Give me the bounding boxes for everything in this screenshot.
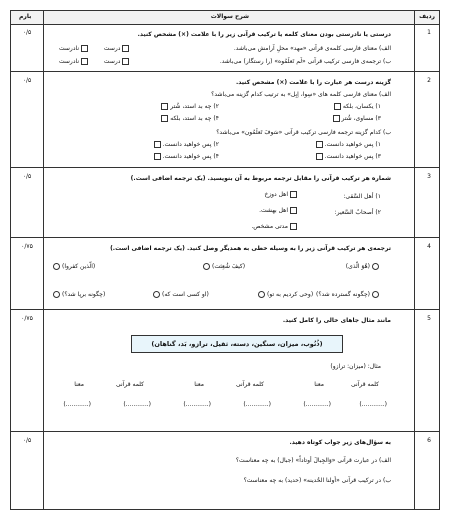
row-divider — [11, 237, 439, 238]
blank-field[interactable]: (............) — [243, 401, 271, 408]
match-item[interactable]: (او کسی است که) — [151, 291, 209, 299]
question-item: ب) کدام گزینه ترجمه فارسی ترکیب قرآنی «سَوفَ تَعلَمُون» می‌باشد؟ — [216, 129, 391, 136]
question-prompt: گزینه درست هر عبارت را با علامت (×) مشخص کنید. — [235, 79, 391, 86]
column-label: کلمه قرآنی — [116, 381, 144, 388]
column-label: معنا — [314, 381, 324, 388]
question-item: الف) معنای فارسی کلمه‌ی قرآنی «مهد» محلِ آرامش می‌باشد. — [233, 45, 391, 52]
question-score: ۰/۷۵ — [21, 243, 33, 250]
question-number: 2 — [427, 77, 431, 84]
checkbox[interactable] — [122, 45, 129, 52]
question-item: ب) در ترکیب قرآنی «أولنا الحُدینه» (حدید) به چه معناست؟ — [243, 477, 391, 484]
answer-option[interactable]: مدتی مشخص. — [251, 223, 299, 231]
question-number: 1 — [427, 29, 431, 36]
match-item[interactable]: (الّذین کفروا) — [51, 263, 95, 271]
question-item: ب) ترجمه‌ی فارسی ترکیب قرآنی «لَم تَعلَمُوه» (را رستگار) می‌باشد. — [219, 58, 391, 65]
blank-field[interactable]: (............) — [303, 401, 331, 408]
match-item[interactable]: (چگونه برپا شد؟) — [51, 291, 105, 299]
column-label: معنا — [194, 381, 204, 388]
word-bank: (ذُنُوب، میزان، سنگین، دسته، ثقیل، ترازو، بَد، گناهان) — [131, 335, 343, 353]
list-item: ۲) أصحابُ السَّعیر: — [334, 209, 381, 216]
answer-option[interactable]: اهل دوزخ — [264, 191, 299, 199]
column-divider — [414, 11, 415, 509]
question-score: ۰/۵ — [22, 173, 32, 180]
question-item: الف) معنای فارسی کلمه های «سِوا، اِبِل» به ترتیب کدام گزینه می‌باشد؟ — [211, 91, 391, 98]
header-score: بارم — [19, 13, 32, 20]
question-prompt: درستی یا نادرستی بودن معنای کلمه یا ترکیب قرآنی زیر را با علامت (×) مشخص کنید. — [137, 31, 391, 38]
table-header — [11, 11, 439, 25]
option[interactable]: ۱) پس خواهید دانست. — [314, 141, 381, 149]
option[interactable]: ۴) چه بد استد، بلکه — [159, 115, 219, 123]
question-number: 6 — [427, 437, 431, 444]
header-number: ردیف — [419, 13, 435, 20]
checkbox[interactable] — [122, 58, 129, 65]
column-label: کلمه قرآنی — [351, 381, 379, 388]
blank-field[interactable]: (............) — [63, 401, 91, 408]
question-score: ۰/۵ — [22, 437, 32, 444]
question-number: 5 — [427, 315, 431, 322]
column-divider — [43, 11, 44, 509]
question-score: ۰/۵ — [22, 77, 32, 84]
list-item: ۱) أهل السَّقی: — [343, 193, 381, 200]
option[interactable]: ۴) پس خواهید دانست. — [152, 153, 219, 161]
row-divider — [11, 309, 439, 310]
blank-field[interactable]: (............) — [359, 401, 387, 408]
answer-option[interactable]: اهل بهشت. — [259, 207, 299, 215]
question-item: الف) در عبارت قرآنی «وَالجِبالَ أوتاداً» (جبال) به چه معناست؟ — [235, 457, 391, 464]
column-label: کلمه قرآنی — [236, 381, 264, 388]
match-item[interactable]: (چگونه گسترده شد؟) — [316, 291, 381, 299]
column-label: معنا — [74, 381, 84, 388]
row-divider — [11, 431, 439, 432]
question-prompt: شماره هر ترکیب قرآنی را مقابل ترجمه مربوط به آن بنویسید. (یک ترجمه اضافی است.) — [130, 175, 391, 182]
option[interactable]: ۳) پس خواهید دانست. — [314, 153, 381, 161]
question-score: ۰/۵ — [22, 29, 32, 36]
option[interactable]: ۲) پس خواهید دانست. — [152, 141, 219, 149]
row-divider — [11, 167, 439, 168]
match-item[interactable]: (کیفَ شُعِثت) — [201, 263, 245, 271]
match-item[interactable]: (وحی کردیم به تو) — [256, 291, 313, 299]
option[interactable]: ۲) چه بد استد، شُتر — [159, 103, 219, 111]
true-false-options: درست نادرست — [59, 45, 131, 53]
option[interactable]: ۱) یکسان، بلکه — [332, 103, 381, 111]
question-number: 3 — [427, 173, 431, 180]
blank-field[interactable]: (............) — [183, 401, 211, 408]
question-prompt: مانند مثال جاهای خالی را کامل کنید. — [282, 317, 391, 324]
example: مثال: (میزان: ترازو) — [330, 363, 381, 370]
header-questions: شرح سوالات — [210, 13, 249, 20]
question-number: 4 — [427, 243, 431, 250]
option[interactable]: ۳) مساوی، شُتر — [331, 115, 381, 123]
question-prompt: ترجمه‌ی هر ترکیب قرآنی زیر را به وسیله خطی به همدیگر وصل کنید. (یک ترجمه اضافی است.) — [110, 245, 391, 252]
question-prompt: به سؤال‌های زیر جواب کوتاه دهید. — [289, 439, 391, 446]
exam-sheet — [10, 10, 440, 510]
question-score: ۰/۷۵ — [21, 315, 33, 322]
checkbox[interactable] — [81, 45, 88, 52]
blank-field[interactable]: (............) — [123, 401, 151, 408]
true-false-options: درست نادرست — [59, 58, 131, 66]
row-divider — [11, 71, 439, 72]
match-item[interactable]: (هُوَ الّذی) — [346, 263, 381, 271]
checkbox[interactable] — [81, 58, 88, 65]
